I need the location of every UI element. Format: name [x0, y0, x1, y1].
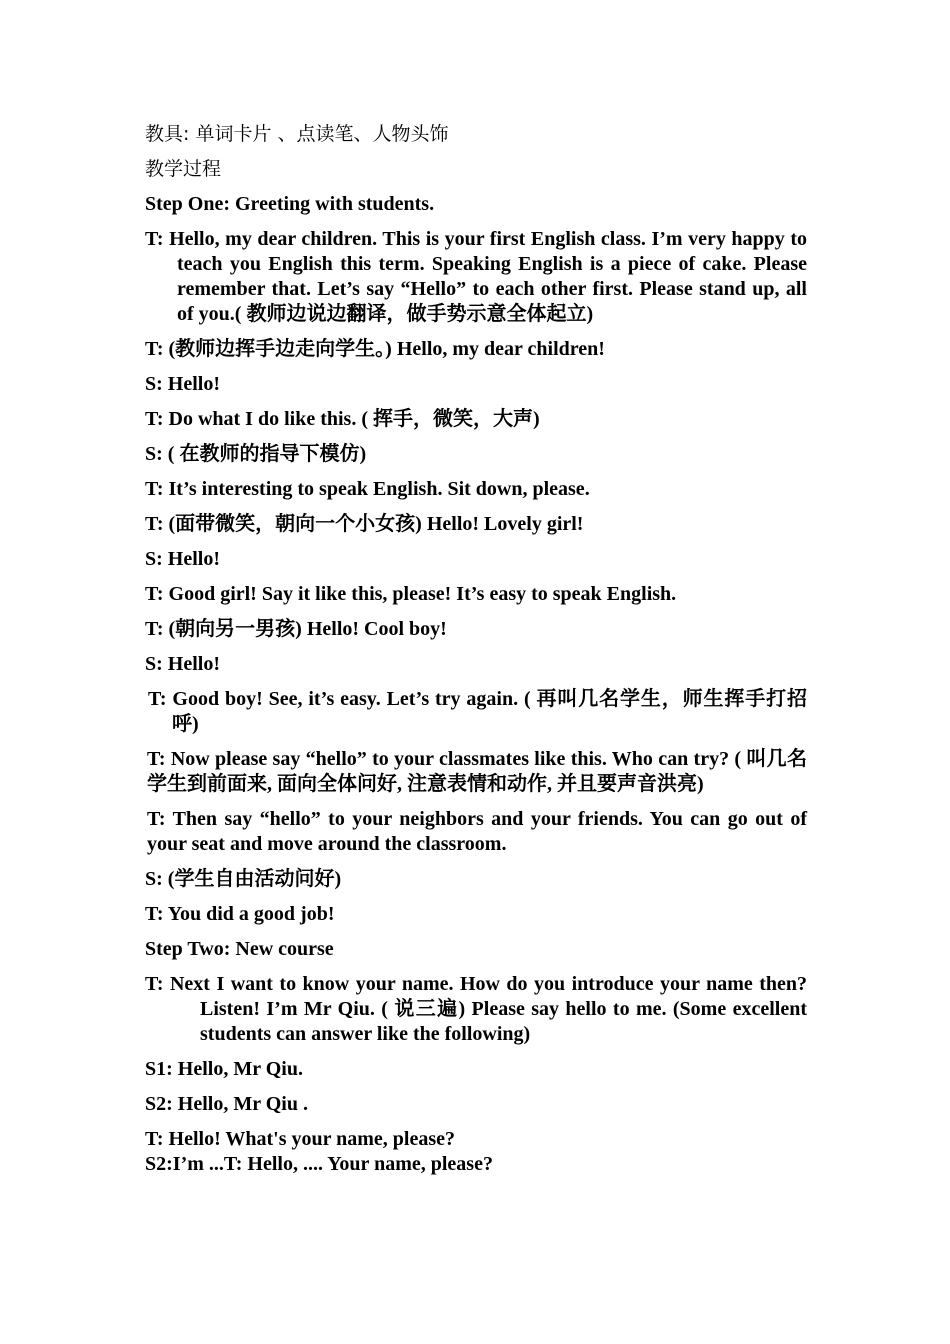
teacher-line-imitate: T: Do what I do like this. ( 挥手，微笑，大声)	[145, 408, 540, 430]
teacher-line-introduce-name: T: Next I want to know your name. How do you introduce your name then? Listen! I’m Mr Qiu. ( 说三遍) Please say hello to me. (Some excellent students can answer like the following)	[145, 973, 807, 1045]
teacher-line-classmates: T: Now please say “hello” to your classmates like this. Who can try? ( 叫几名学生到前面来, 面向全体问好, 注意表情和动作, 并且要声音洪亮)	[147, 748, 807, 795]
student1-line: S1: Hello, Mr Qiu.	[145, 1058, 303, 1080]
student2-line: S2: Hello, Mr Qiu .	[145, 1093, 308, 1115]
student-line-hello-2: S: Hello!	[145, 548, 220, 570]
teacher-line-neighbors: T: Then say “hello” to your neighbors and your friends. You can go out of your seat and move around the classroom.	[147, 808, 807, 855]
step-one-heading: Step One: Greeting with students.	[145, 193, 435, 215]
teacher-line-lovely-girl: T: (面带微笑，朝向一个小女孩) Hello! Lovely girl!	[145, 513, 584, 535]
teacher-line-cool-boy: T: (朝向另一男孩) Hello! Cool boy!	[145, 618, 447, 640]
teacher-line-greeting: T: (教师边挥手边走向学生。) Hello, my dear children!	[145, 338, 605, 360]
teacher-line-welcome: T: Hello, my dear children. This is your first English class. I’m very happy to teach you English this term. Speaking English is a piece of cake. Please remember that. Let’s say “Hello” to each other first. Please stand up, all of you.( 教师边说边翻译，做手势示意全体起立)	[145, 228, 807, 325]
student2-line-im: S2:I’m ...T: Hello, .... Your name, please?	[145, 1153, 493, 1175]
student-line-free-activity: S: (学生自由活动问好)	[145, 868, 342, 890]
teacher-line-good-girl: T: Good girl! Say it like this, please! It’s easy to speak English.	[145, 583, 677, 605]
teacher-line-sit-down: T: It’s interesting to speak English. Sit down, please.	[145, 478, 590, 500]
teaching-process-heading: 教学过程	[145, 158, 222, 180]
student-line-hello-1: S: Hello!	[145, 373, 220, 395]
step-two-heading: Step Two: New course	[145, 938, 334, 960]
teacher-line-good-job: T: You did a good job!	[145, 903, 335, 925]
teacher-line-good-boy: T: Good boy! See, it’s easy. Let’s try again. ( 再叫几名学生，师生挥手打招呼)	[148, 688, 807, 735]
student-line-hello-3: S: Hello!	[145, 653, 220, 675]
teacher-line-whats-your-name: T: Hello! What's your name, please?	[145, 1128, 455, 1150]
lesson-plan-text	[145, 122, 807, 1177]
teaching-aids-line: 教具: 单词卡片 、点读笔、人物头饰	[145, 123, 449, 145]
student-line-imitate: S: ( 在教师的指导下模仿)	[145, 443, 367, 465]
